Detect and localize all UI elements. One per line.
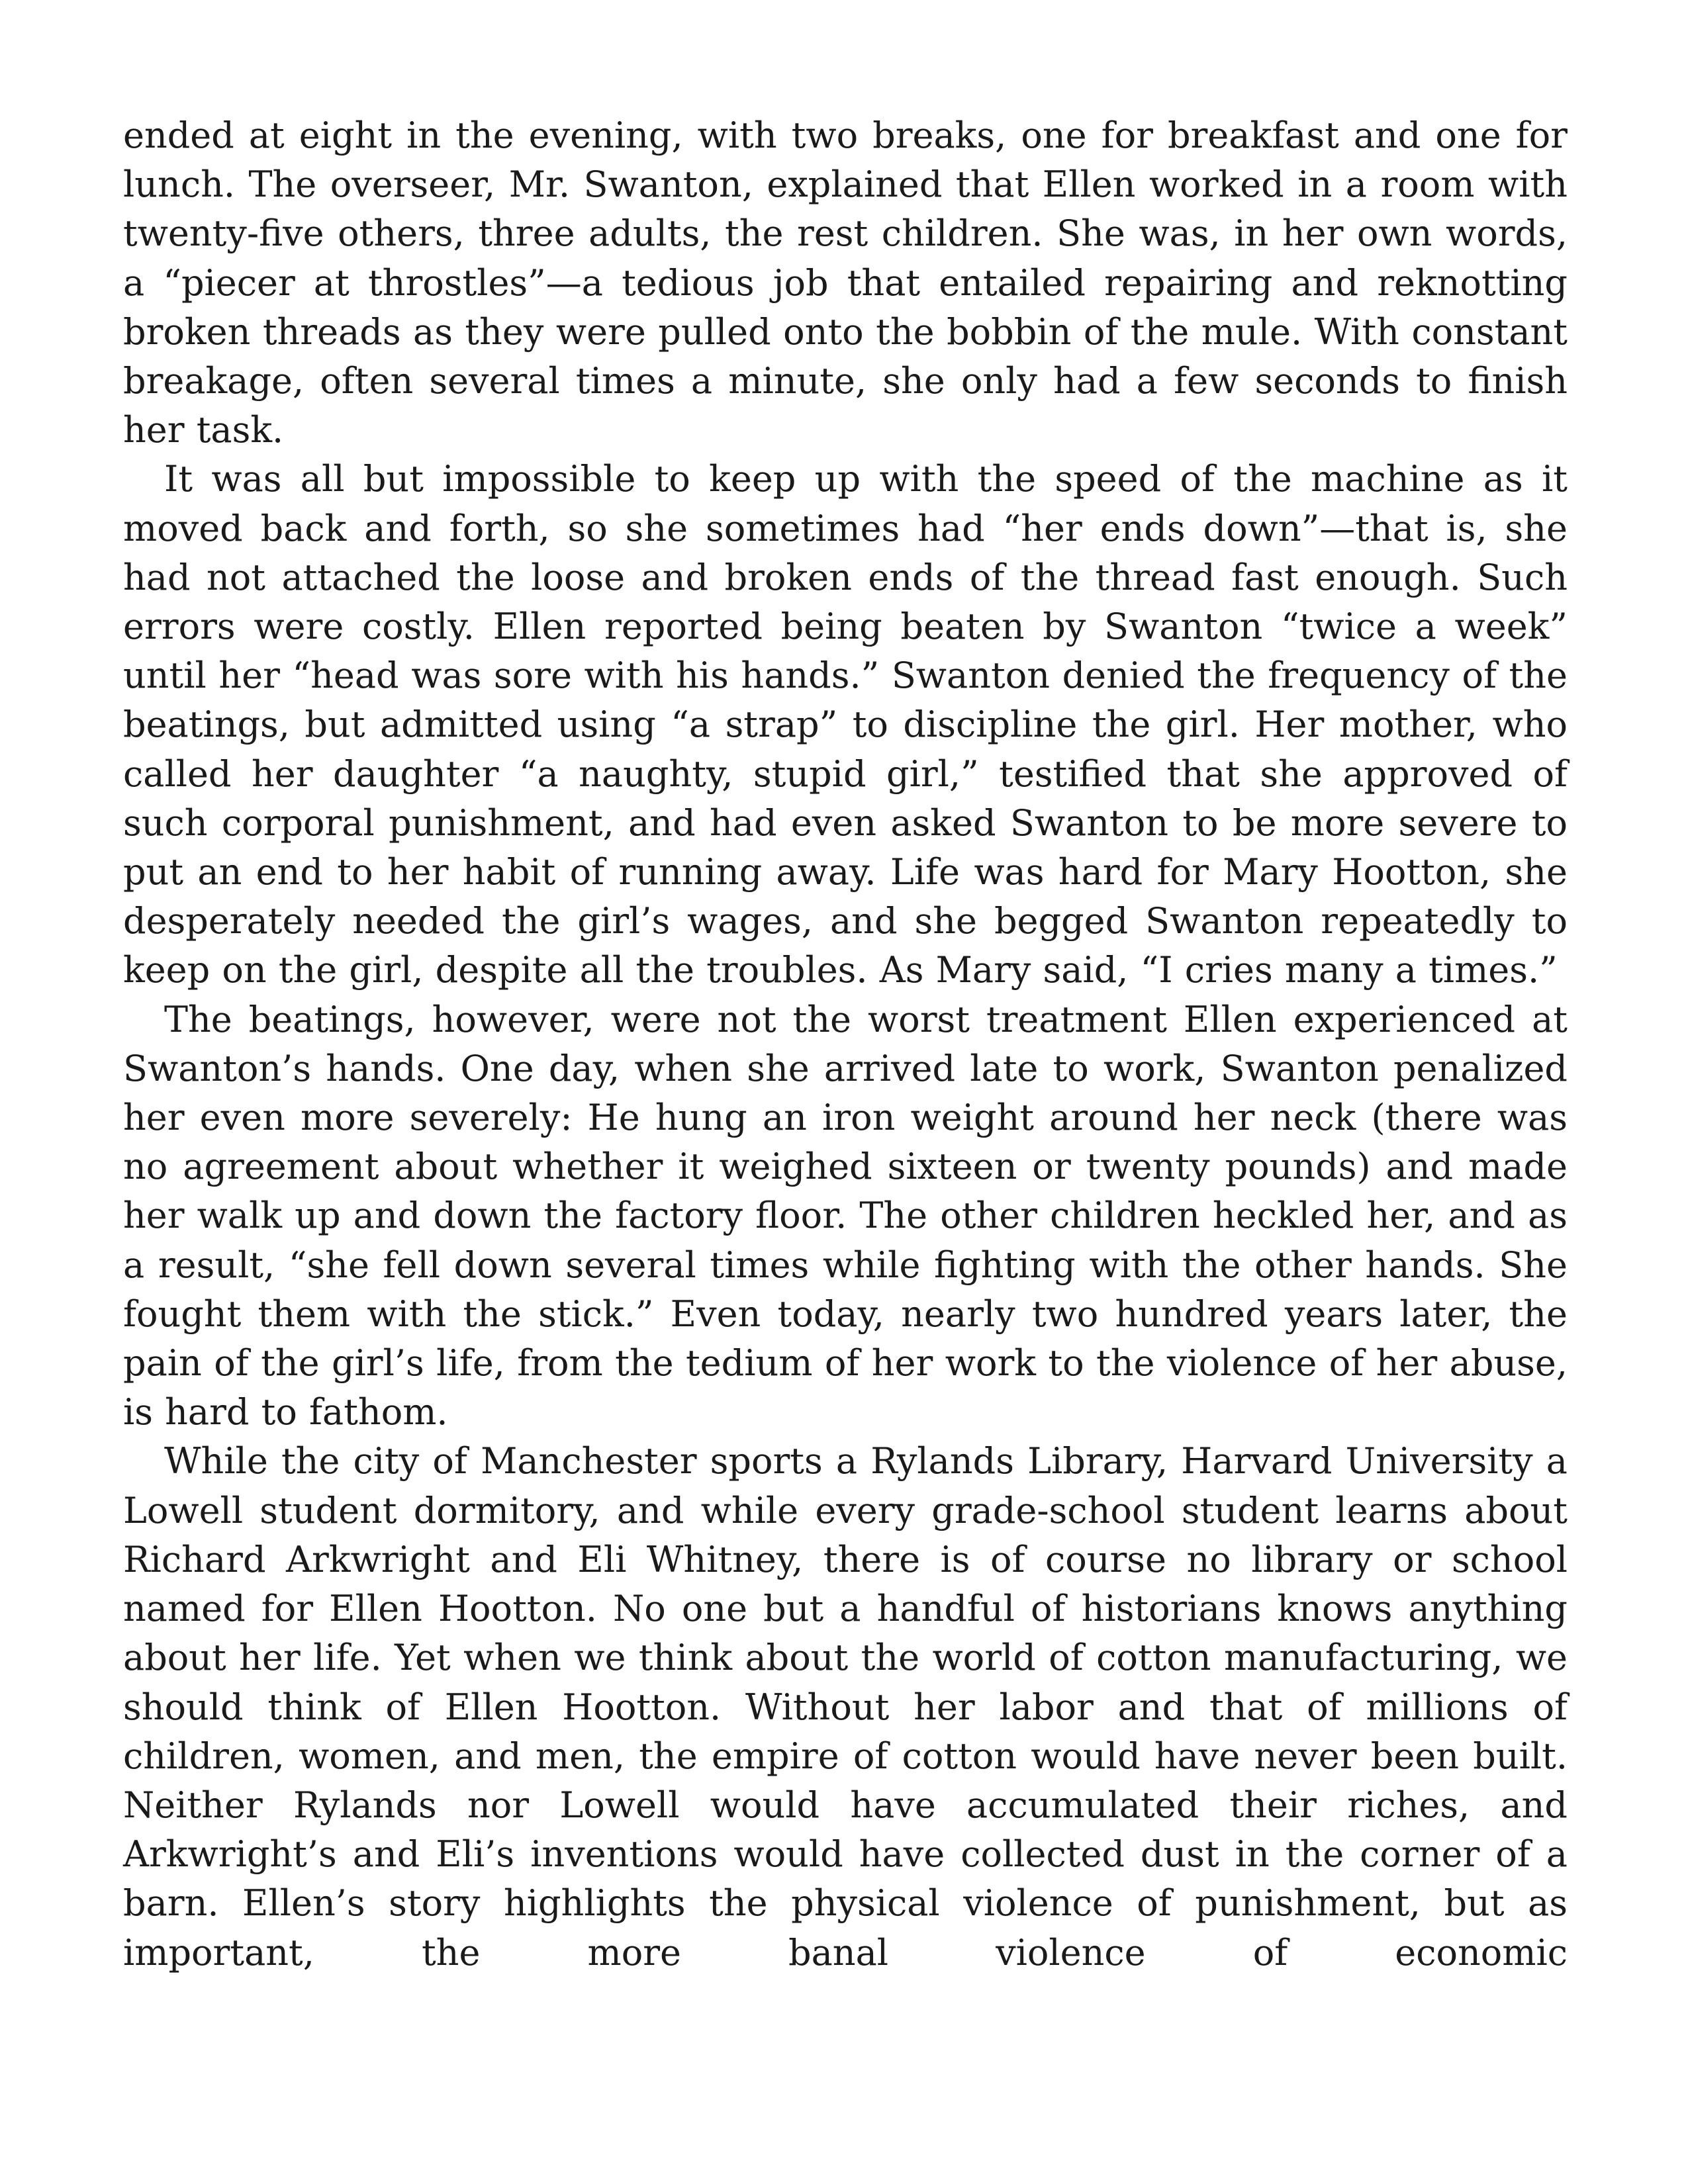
paragraph-1: ended at eight in the evening, with two breaks, one for breakfast and one for lunch. The overseer, Mr. Swanton, explained that Ellen worked in a room with twenty-five others, three adults, the rest children. She was, in her own words, a “piecer at throstles”—a tedious job that entailed repairing and reknotting broken threads as they were pulled onto the bobbin of the mule. With constant breakage, often several times a minute, she only had a few seconds to finish her task.: [123, 114, 1568, 451]
paragraph-3: The beatings, however, were not the worst treatment Ellen experienced at Swanton’s hands. One day, when she arrived late to work, Swanton penalized her even more severely: He hung an iron weight around her neck (there was no agreement about whether it weighed sixteen or twenty pounds) and made her walk up and down the factory floor. The other children heckled her, and as a result, “she fell down several times while fighting with the other hands. She fought them with the stick.” Even today, nearly two hundred years later, the pain of the girl’s life, from the tedium of her work to the violence of her abuse, is hard to fathom.: [123, 998, 1568, 1433]
paragraph-2: It was all but impossible to keep up with the speed of the machine as it moved back and forth, so she sometimes had “her ends down”—that is, she had not attached the loose and broken ends of the thread fast enough. Such errors were costly. Ellen reported being beaten by Swanton “twice a week” until her “head was sore with his hands.” Swanton denied the frequency of the beatings, but admitted using “a strap” to discipline the girl. Her mother, who called her daughter “a naughty, stupid girl,” testified that she approved of such corporal punishment, and had even asked Swanton to be more severe to put an end to her habit of running away. Life was hard for Mary Hootton, she desperately needed the girl’s wages, and she begged Swanton repeatedly to keep on the girl, despite all the troubles. As Mary said, “I cries many a times.”: [123, 458, 1568, 991]
book-page: [123, 111, 1568, 1978]
paragraph-4: While the city of Manchester sports a Rylands Library, Harvard University a Lowell student dormitory, and while every grade-school student learns about Richard Arkwright and Eli Whitney, there is of course no library or school named for Ellen Hootton. No one but a handful of historians knows anything about her life. Yet when we think about the world of cotton manufacturing, we should think of Ellen Hootton. Without her labor and that of millions of children, women, and men, the empire of cotton would have never been built. Neither Rylands nor Lowell would have accumulated their riches, and Arkwright’s and Eli’s inventions would have collected dust in the corner of a barn. Ellen’s story highlights the physical violence of punishment, but as important, the more banal violence of economic: [123, 1440, 1568, 1974]
